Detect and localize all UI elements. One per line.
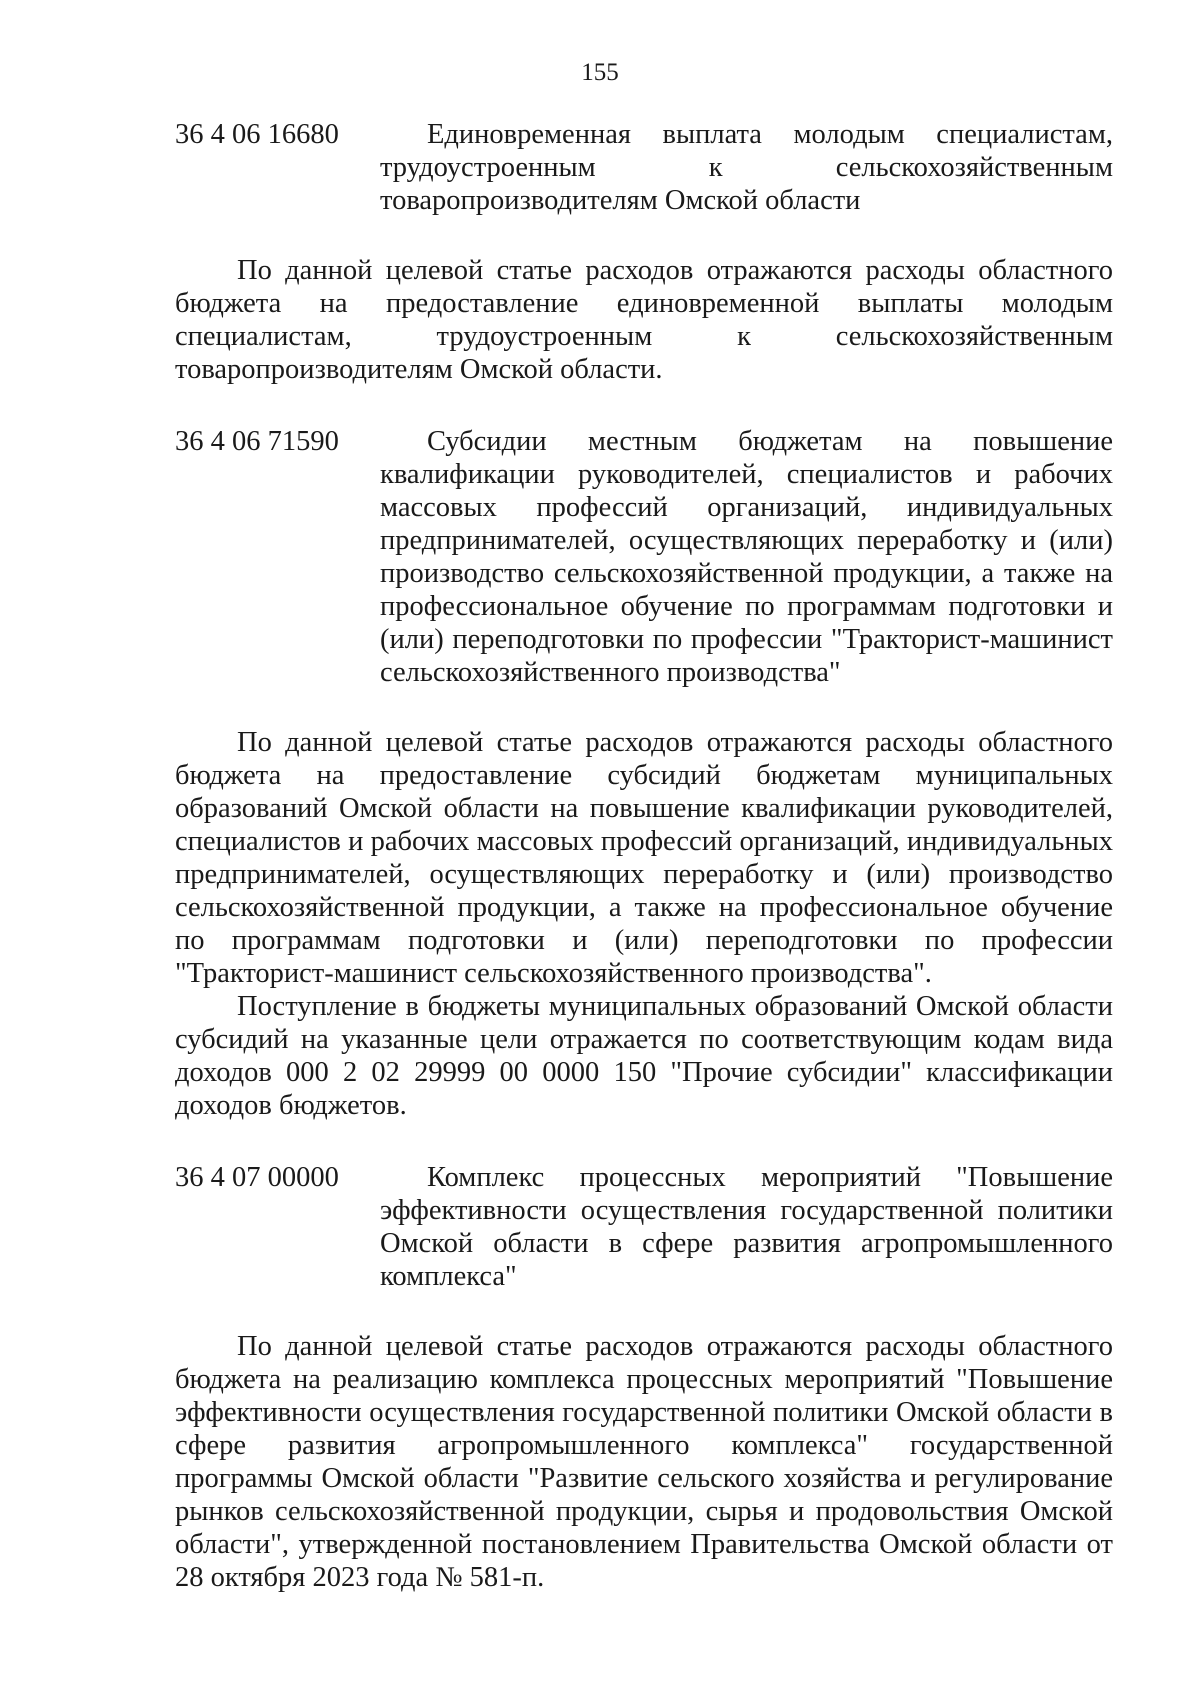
budget-entry: [175, 425, 1113, 689]
entry-title: Единовременная выплата молодым специалистам, трудоустроенным к сельскохозяйственным товаропроизводителям Омской области: [380, 119, 1113, 216]
entry-code: 36 4 06 16680: [175, 119, 339, 150]
entry-paragraph: По данной целевой статье расходов отражаются расходы областного бюджета на предоставление субсидий бюджетам муниципальных образований Омской области на повышение квалификации руководителей, специалистов и рабочих массовых профессий организаций, индивидуальных предпринимателей, осуществляющих переработку и (или) производство сельскохозяйственной продукции, а также на профессиональное обучение по программам подготовки и (или) переподготовки по профессии "Тракторист-машинист сельскохозяйственного производства".: [175, 727, 1113, 989]
entry-paragraph: Поступление в бюджеты муниципальных образований Омской области субсидий на указанные цели отражается по соответствующим кодам вида доходов 000 2 02 29999 00 0000 150 "Прочие субсидии" классификации доходов бюджетов.: [175, 991, 1113, 1121]
entry-paragraph: По данной целевой статье расходов отражаются расходы областного бюджета на предоставление единовременной выплаты молодым специалистам, трудоустроенным к сельскохозяйственным товаропроизводителям Омской области.: [175, 255, 1113, 385]
entry-code: 36 4 06 71590: [175, 426, 339, 457]
document-body: [175, 118, 1113, 1594]
entry-code: 36 4 07 00000: [175, 1162, 339, 1193]
page-number: 155: [581, 59, 619, 86]
entry-paragraph: По данной целевой статье расходов отражаются расходы областного бюджета на реализацию комплекса процессных мероприятий "Повышение эффективности осуществления государственной политики Омской области в сфере развития агропромышленного комплекса" государственной программы Омской области "Развитие сельского хозяйства и регулирование рынков сельскохозяйственной продукции, сырья и продовольствия Омской области", утвержденной постановлением Правительства Омской области от 28 октября 2023 года № 581-п.: [175, 1331, 1113, 1593]
budget-entry: [175, 118, 1113, 217]
entry-title: Субсидии местным бюджетам на повышение квалификации руководителей, специалистов и рабочих массовых профессий организаций, индивидуальных предпринимателей, осуществляющих переработку и (или) производство сельскохозяйственной продукции, а также на профессиональное обучение по программам подготовки и (или) переподготовки по профессии "Тракторист-машинист сельскохозяйственного производства": [380, 426, 1113, 688]
entry-title: Комплекс процессных мероприятий "Повышение эффективности осуществления государственной политики Омской области в сфере развития агропромышленного комплекса": [380, 1162, 1113, 1292]
budget-entry: [175, 1161, 1113, 1293]
